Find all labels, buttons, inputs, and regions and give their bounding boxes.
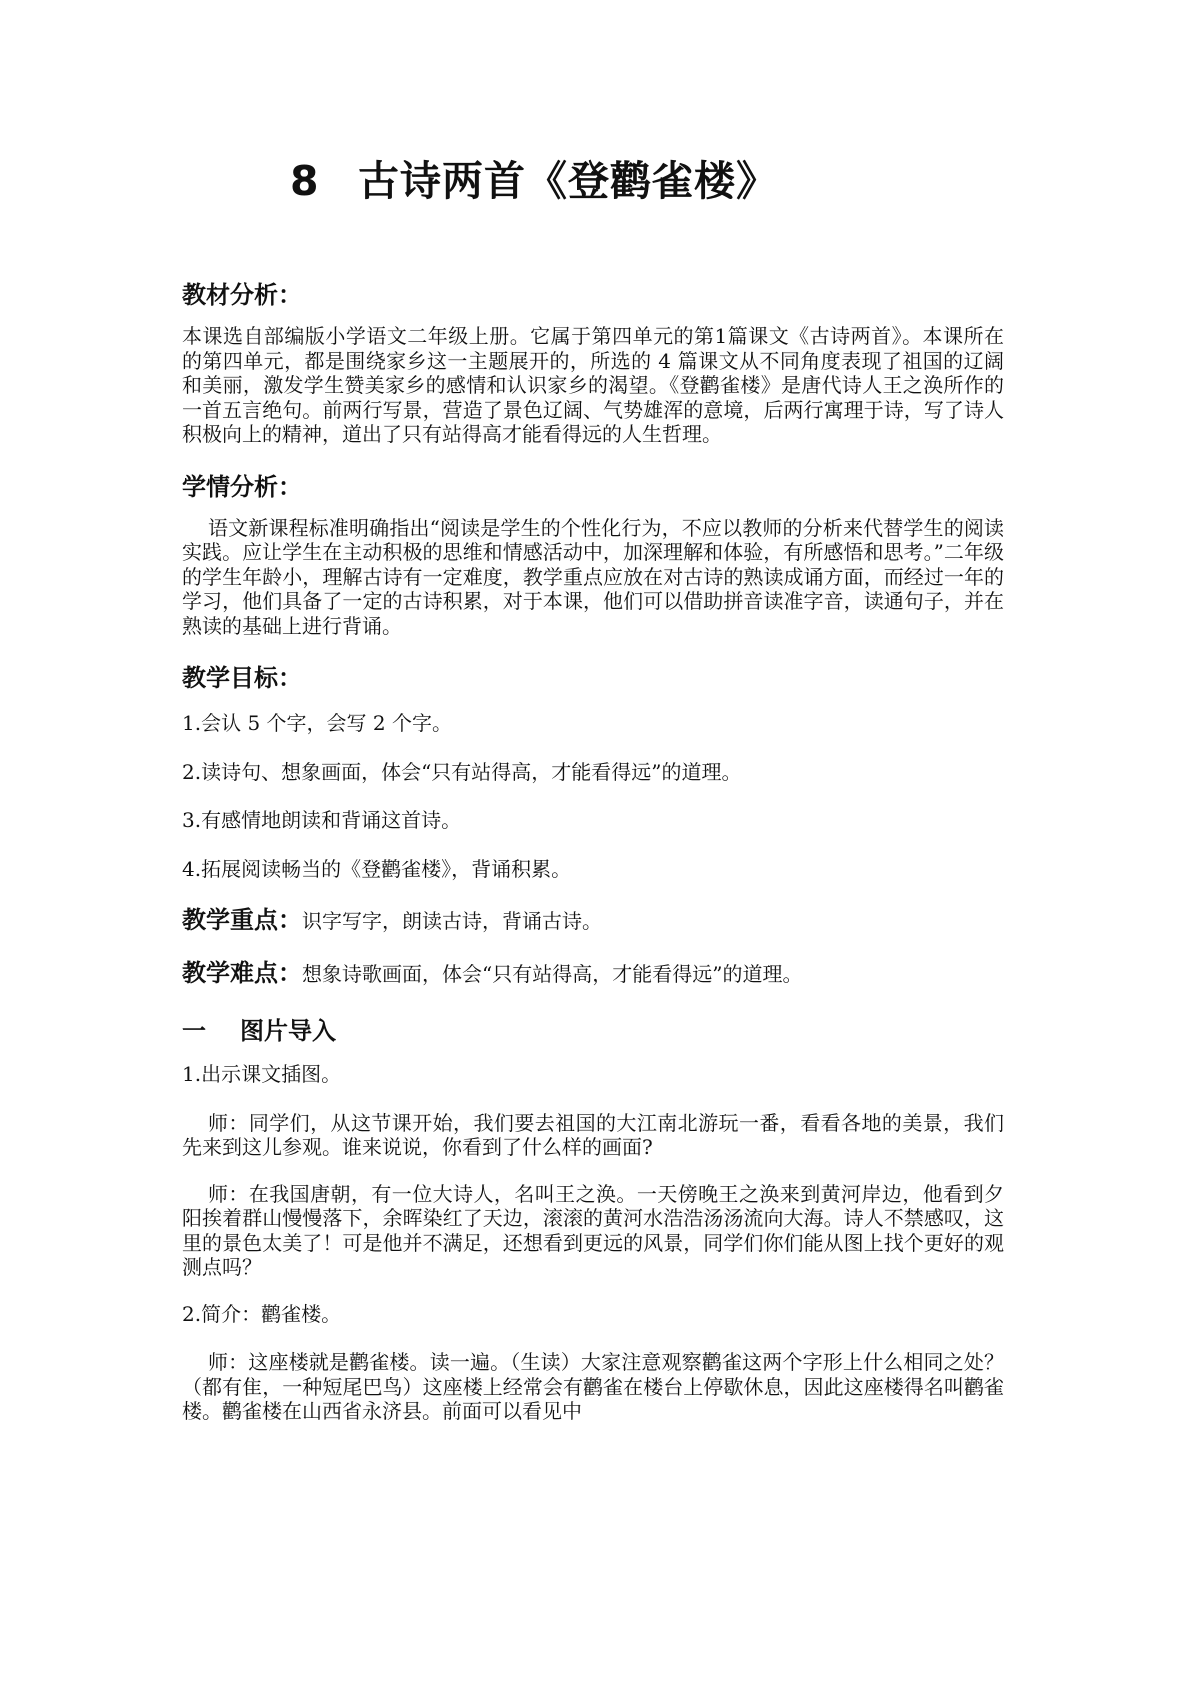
lesson-number: 8 [290,157,320,205]
section-heading: 教材分析： [182,281,302,309]
difficulty-label: 教学难点： [182,959,302,987]
lesson-title-text: 古诗两首《登鹳雀楼》 [358,157,778,205]
part-title: 图片导入 [240,1017,336,1045]
difficulty [182,958,1004,989]
difficulty-text: 想象诗歌画面，体会“只有站得高，才能看得远”的道理。 [302,962,803,986]
goal-item: 4.拓展阅读畅当的《登鹳雀楼》，背诵积累。 [182,856,572,881]
section-body: 语文新课程标准明确指出“阅读是学生的个性化行为，不应以教师的分析来代替学生的阅读实践。应让学生在主动积极的思维和情感活动中，加深理解和体验，有所感悟和思考。”二年级的学生年龄小，理解古诗有一定难度，教学重点应放在对古诗的熟读成诵方面，而经过一年的学习，他们具备了一定的古诗积累，对于本课，他们可以借助拼音读准字音，读通句子，并在熟读的基础上进行背诵。 [182,515,1004,638]
step-item: 2.简介：鹳雀楼。 [182,1301,342,1326]
goal-item: 1.会认 5 个字，会写 2 个字。 [182,711,452,735]
goal-item: 2.读诗句、想象画面，体会“只有站得高，才能看得远”的道理。 [182,759,742,784]
section-teaching-goals [182,658,1004,881]
key-point [182,905,1004,936]
part-heading [182,1011,1004,1046]
teacher-paragraph: 师：在我国唐朝，有一位大诗人，名叫王之涣。一天傍晚王之涣来到黄河岸边，他看到夕阳挨着群山慢慢落下，余晖染红了天边，滚滚的黄河水浩浩汤汤流向大海。诗人不禁感叹，这里的景色太美了！可是他并不满足，还想看到更远的风景，同学们你们能从图上找个更好的观测点吗？ [182,1181,1004,1279]
section-material-analysis [182,275,1004,447]
key-point-label: 教学重点： [182,906,302,934]
goal-item: 3.有感情地朗读和背诵这首诗。 [182,808,462,832]
section-heading: 教学目标： [182,664,302,692]
section-body: 本课选自部编版小学语文二年级上册。它属于第四单元的第1篇课文《古诗两首》。本课所在的第四单元，都是围绕家乡这一主题展开的，所选的 4 篇课文从不同角度表现了祖国的辽阔和美丽，激发学生赞美家乡的感情和认识家乡的渴望。《登鹳雀楼》是唐代诗人王之涣所作的一首五言绝句。前两行写景，营造了景色辽阔、气势雄浑的意境，后两行寓理于诗，写了诗人积极向上的精神，道出了只有站得高才能看得远的人生哲理。 [182,324,1004,446]
lesson-title [290,148,1004,207]
teacher-paragraph: 师：同学们，从这节课开始，我们要去祖国的大江南北游玩一番，看看各地的美景，我们先来到这儿参观。谁来说说，你看到了什么样的画面? [182,1110,1004,1159]
key-point-text: 识字写字，朗读古诗，背诵古诗。 [302,909,602,933]
section-student-analysis [182,467,1004,639]
part-number: 一 [182,1017,206,1045]
step-item: 1.出示课文插图。 [182,1062,342,1086]
section-heading: 学情分析： [182,472,302,501]
teacher-paragraph: 师：这座楼就是鹳雀楼。读一遍。（生读）大家注意观察鹳雀这两个字形上什么相同之处？（都有隹，一种短尾巴鸟）这座楼上经常会有鹳雀在楼台上停歇休息，因此这座楼得名叫鹳雀楼。鹳雀楼在山西省永济县。前面可以看见中 [182,1350,1004,1423]
